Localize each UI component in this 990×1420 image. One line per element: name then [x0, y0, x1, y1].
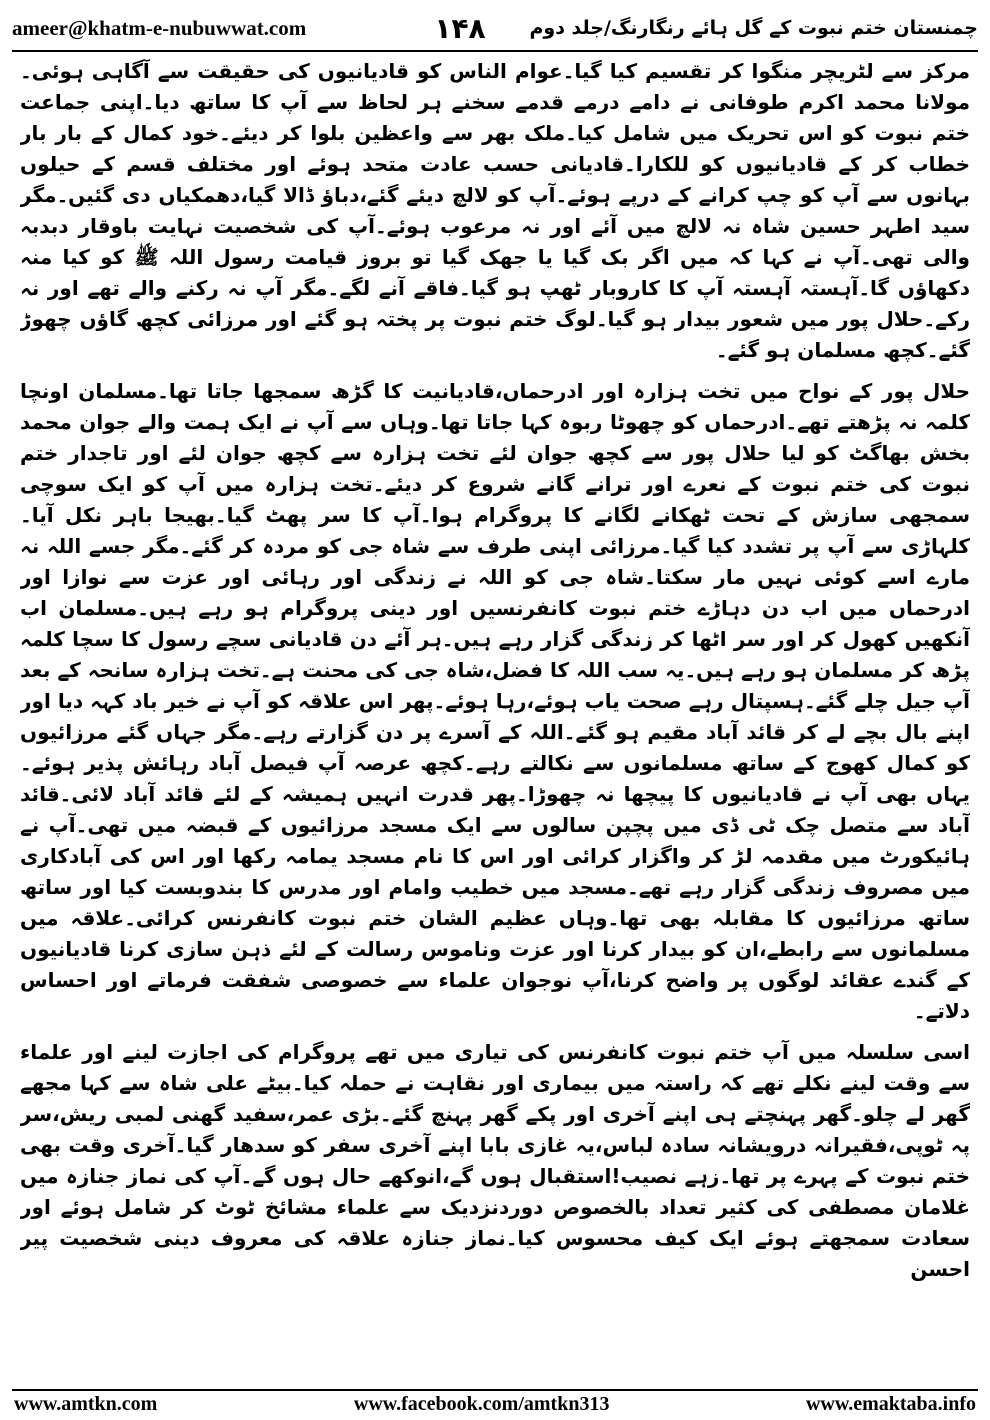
body-text: [20, 56, 970, 1382]
page-header: [12, 8, 978, 48]
page-number: ۱۴۸: [434, 11, 486, 45]
book-title: چمنستان ختم نبوت کے گل ہائے رنگارنگ/جلد دوم: [529, 17, 978, 39]
footer-link-facebook[interactable]: www.facebook.com/amtkn313: [353, 1392, 610, 1415]
page-footer: [14, 1391, 976, 1417]
header-divider: [12, 50, 978, 52]
paragraph-3: اسی سلسلہ میں آپ ختم نبوت کانفرنس کی تیاری میں تھے پروگرام کی اجازت لینے اور علماء سے وقت لینے نکلے تھے کہ راستہ میں بیماری اور نقاہت نے حملہ کیا۔بیٹے علی شاہ سے کہا مجھے گھر لے چلو۔گھر پہنچتے ہی اپنے آخری اور پکے گھر پہنچ گئے۔بڑی عمر،سفید گھنی لمبی ریش،سر پہ ٹوپی،فقیرانہ درویشانہ سادہ لباس،یہ غازی بابا اپنے آخری سفر کو سدھار گیا۔آخری وقت بھی ختم نبوت کے پہرے پر تھا۔زہے نصیب!استقبال ہوں گے،انوکھے حال ہوں گے۔آپ کی نماز جنازہ میں غلامان مصطفی کی کثیر تعداد بالخصوص دوردنزدیک سے علماء مشائخ ٹوٹ کر شامل ہوئے اور سعادت سمجھتے ہوئے ایک کیف محسوس کیا۔نماز جنازہ علاقہ کی معروف دینی شخصیت پیر احسن: [20, 1040, 970, 1281]
footer-link-emaktaba[interactable]: www.emaktaba.info: [805, 1392, 976, 1415]
header-email: ameer@khatm-e-nubuwwat.com: [12, 15, 307, 40]
footer-link-amtkn[interactable]: www.amtkn.com: [14, 1392, 158, 1415]
paragraph-1: مرکز سے لٹریچر منگوا کر تقسیم کیا گیا۔عوام الناس کو قادیانیوں کی حقیقت سے آگاہی ہوئی۔مولانا محمد اکرم طوفانی نے دامے درمے قدمے سخنے ہر لحاظ سے آپ کا ساتھ دیا۔اپنی جماعت ختم نبوت کو اس تحریک میں شامل کیا۔ملک بھر سے واعظین بلوا کر دیئے۔خود کمال کے بار بار خطاب کر کے قادیانیوں کو للکارا۔قادیانی حسب عادت متحد ہوئے اور مختلف قسم کے حیلوں بہانوں سے آپ کو چپ کرانے کے درپے ہوئے۔آپ کو لالچ دیئے گئے،دباؤ ڈالا گیا،دھمکیاں دی گئیں۔مگر سید اطہر حسین شاہ نہ لالچ میں آئے اور نہ مرعوب ہوئے۔آپ کی شخصیت نہایت باوقار دبدبہ والی تھی۔آپ نے کہا کہ میں اگر بک گیا یا جھک گیا تو بروز قیامت رسول اللہ ﷺ کو کیا منہ دکھاؤں گا۔آہستہ آہستہ آپ کا کاروبار ٹھپ ہو گیا۔فاقے آنے لگے۔مگر آپ نہ رکنے والے تھے اور نہ رکے۔حلال پور میں شعور بیدار ہو گیا۔لوگ ختم نبوت پر پختہ ہو گئے اور مرزائی کچھ گاؤں چھوڑ گئے۔کچھ مسلمان ہو گئے۔: [20, 59, 970, 362]
paragraph-2: حلال پور کے نواح میں تخت ہزارہ اور ادرحماں،قادیانیت کا گڑھ سمجھا جاتا تھا۔مسلمان اونچا کلمہ نہ پڑھتے تھے۔ادرحماں کو چھوٹا ربوہ کہا جاتا تھا۔وہاں سے آپ نے ایک ہمت والے جوان محمد بخش بھاگٹ کو لیا حلال پور سے کچھ جوان لئے تخت ہزارہ سے کچھ جوان لئے اور تاجدار ختم نبوت کی ختم نبوت کے نعرے اور ترانے گانے شروع کر دیئے۔تخت ہزارہ میں آپ کو ایک سوچی سمجھی سازش کے تحت ٹھکانے لگانے کا پروگرام ہوا۔آپ کا سر پھٹ گیا۔بھیجا باہر نکل آیا۔کلہاڑی سے آپ پر تشدد کیا گیا۔مرزائی اپنی طرف سے شاہ جی کو مردہ کر گئے۔مگر جسے اللہ نہ مارے اسے کوئی نہیں مار سکتا۔شاہ جی کو اللہ نے زندگی اور رہائی اور عزت سے نوازا اور ادرحماں میں اب دن دہاڑے ختم نبوت کانفرنسیں اور دینی پروگرام ہو رہے ہیں۔مسلمان اب آنکھیں کھول کر اور سر اٹھا کر زندگی گزار رہے ہیں۔ہر آئے دن قادیانی سچے رسول کا سچا کلمہ پڑھ کر مسلمان ہو رہے ہیں۔یہ سب اللہ کا فضل،شاہ جی کی محنت ہے۔تخت ہزارہ سانحہ کے بعد آپ جیل چلے گئے۔ہسپتال رہے صحت یاب ہوئے،رہا ہوئے۔پھر اس علاقہ کو آپ نے خیر باد کہہ دیا اور اپنے بال بچے لے کر قائد آباد مقیم ہو گئے۔اللہ کے آسرے پر دن گزارتے رہے۔مگر جہاں گئے مرزائیوں کو کمال کھوج کے ساتھ مسلمانوں سے نکالتے رہے۔کچھ عرصہ آپ فیصل آباد رہائش پذیر ہوئے۔یہاں بھی آپ نے قادیانیوں کا پیچھا نہ چھوڑا۔پھر قدرت انہیں ہمیشہ کے لئے قائد آباد لائی۔قائد آباد سے متصل چک ٹی ڈی میں پچپن سالوں سے ایک مسجد مرزائیوں کے قبضہ میں تھی۔آپ نے ہائیکورٹ میں مقدمہ لڑ کر واگزار کرائی اور اس کا نام مسجد یمامہ رکھا اور اس کی آبادکاری میں مصروف زندگی گزار رہے تھے۔مسجد میں خطیب وامام اور مدرس کا بندوبست کیا اور ساتھ ساتھ مرزائیوں کا مقابلہ بھی تھا۔وہاں عظیم الشان ختم نبوت کانفرنس کرائی۔علاقہ میں مسلمانوں سے رابطے،ان کو بیدار کرنا اور عزت وناموس رسالت کے لئے ذہن سازی کرنا قادیانیوں کے گندے عقائد لوگوں پر واضح کرنا،آپ نوجوان علماء سے خصوصی شفقت فرماتے اور احساس دلاتے۔: [20, 379, 970, 1023]
